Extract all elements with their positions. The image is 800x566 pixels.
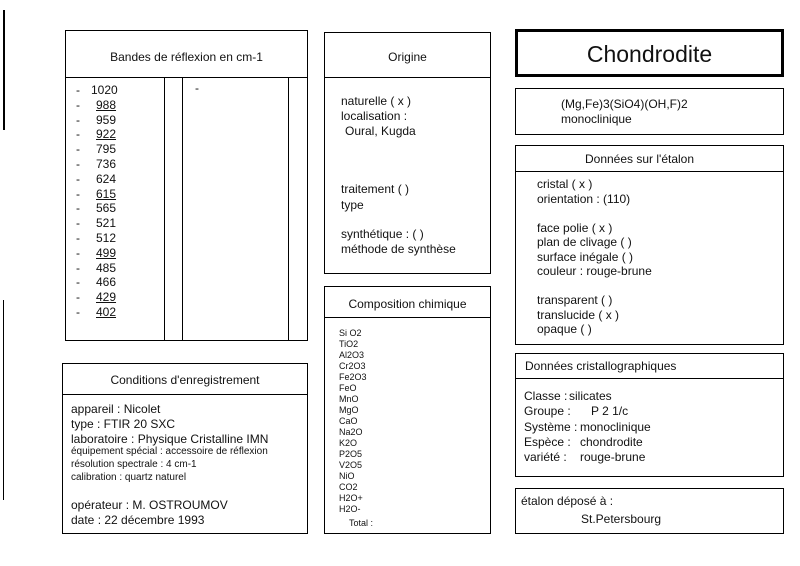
origine-traitement: traitement ( ) — [341, 182, 410, 196]
band-dash: - — [76, 245, 80, 260]
cristallo-label: Groupe : — [524, 404, 571, 419]
conditions-operateur: opérateur : M. OSTROUMOV — [71, 498, 228, 512]
divider — [516, 171, 783, 172]
oxide-item: Cr2O3 — [339, 361, 366, 371]
conditions-laboratoire: laboratoire : Physique Cristalline IMN — [71, 432, 269, 446]
conditions-type: type : FTIR 20 SXC — [71, 417, 176, 431]
formula-box — [515, 88, 784, 135]
band-row — [76, 246, 161, 261]
band-row — [76, 275, 161, 290]
band-value: 736 — [96, 157, 117, 171]
band-dash: - — [76, 127, 80, 142]
oxide-item: Si O2 — [339, 328, 362, 338]
band-value: 988 — [96, 97, 117, 112]
oxide-item: MgO — [339, 405, 359, 415]
etalon-item: surface inégale ( ) — [537, 249, 634, 264]
divider — [325, 317, 490, 318]
oxide-item: Al2O3 — [339, 350, 365, 360]
cristallo-value: P 2 1/c — [591, 404, 629, 419]
band-value: 521 — [96, 216, 117, 231]
conditions-resolution: résolution spectrale : 4 cm-1 — [71, 459, 197, 470]
cristallo-label: Classe : — [524, 389, 568, 403]
cristallo-value: monoclinique — [580, 419, 651, 434]
band-value: 795 — [96, 142, 117, 157]
band-value: 402 — [96, 305, 117, 319]
band-row — [76, 98, 161, 113]
oxide-item: CaO — [339, 416, 358, 426]
cristallo-title: Données cristallographiques — [525, 359, 677, 373]
cristallo-row — [524, 450, 774, 465]
cristallo-value: silicates — [569, 389, 612, 403]
band-row — [76, 201, 161, 216]
band-value: 1020 — [91, 83, 118, 97]
etalon-item: plan de clivage ( ) — [537, 235, 632, 249]
composition-total: Total : — [349, 518, 374, 528]
divider — [325, 77, 490, 78]
band-dash: - — [76, 201, 80, 216]
band-dash: - — [76, 157, 80, 171]
band-dash: - — [76, 305, 80, 319]
column-divider — [182, 77, 183, 340]
cristallo-label: variété : — [524, 450, 567, 465]
origine-type: type — [341, 198, 364, 212]
band-dash: - — [76, 186, 80, 201]
band-row — [76, 157, 161, 172]
band-dash: - — [76, 142, 80, 157]
conditions-title: Conditions d'enregistrement — [110, 373, 260, 387]
mineral-system: monoclinique — [561, 112, 632, 126]
etalon-item: transparent ( ) — [537, 293, 613, 307]
band-row — [76, 290, 161, 305]
divider — [63, 394, 307, 395]
band-dash: - — [76, 231, 80, 245]
band-dash: - — [76, 83, 80, 97]
conditions-equipement: équipement spécial : accessoire de réflexion — [71, 446, 268, 457]
band-value: 499 — [96, 245, 117, 260]
oxide-item: H2O- — [339, 504, 361, 514]
band-row — [76, 172, 161, 187]
band-dash: - — [76, 171, 80, 186]
origine-panel — [324, 32, 491, 274]
conditions-appareil: appareil : Nicolet — [71, 402, 161, 416]
scan-edge-mark — [3, 10, 5, 130]
cristallo-value: chondrodite — [580, 434, 643, 449]
band-value: 512 — [96, 231, 117, 245]
band-dash: - — [76, 216, 80, 231]
band-row — [76, 142, 161, 157]
second-column-mark: - — [195, 81, 199, 95]
oxide-item: FeO — [339, 383, 357, 393]
etalon-item: opaque ( ) — [537, 322, 592, 336]
band-value: 615 — [96, 186, 117, 201]
oxide-item: CO2 — [339, 482, 358, 492]
conditions-panel — [62, 363, 308, 534]
band-value: 565 — [96, 201, 117, 216]
oxide-item: P2O5 — [339, 449, 363, 459]
band-value: 429 — [96, 290, 117, 305]
reflexion-bands-title: Bandes de réflexion en cm-1 — [110, 50, 263, 64]
band-value: 959 — [96, 112, 117, 127]
band-row — [76, 83, 161, 98]
etalon-item: cristal ( x ) — [537, 177, 593, 191]
conditions-date: date : 22 décembre 1993 — [71, 513, 205, 527]
composition-title: Composition chimique — [348, 297, 467, 311]
oxide-item: MnO — [339, 394, 359, 404]
band-dash: - — [76, 275, 80, 290]
etalon-title: Données sur l'étalon — [584, 152, 695, 166]
oxide-item: Na2O — [339, 427, 363, 437]
origine-methode: méthode de synthèse — [341, 242, 456, 256]
divider — [66, 77, 307, 78]
oxide-item: TiO2 — [339, 339, 359, 349]
divider — [516, 378, 783, 379]
column-divider — [288, 77, 289, 340]
band-dash: - — [76, 97, 80, 112]
column-divider — [164, 77, 165, 340]
composition-panel — [324, 286, 491, 534]
band-row — [76, 113, 161, 128]
conditions-calibration: calibration : quartz naturel — [71, 472, 187, 483]
depot-box — [515, 488, 784, 534]
band-dash: - — [76, 260, 80, 275]
band-row — [76, 305, 161, 320]
mineral-name: Chondrodite — [586, 41, 713, 67]
band-dash: - — [76, 290, 80, 305]
origine-localisation-label: localisation : — [341, 109, 408, 123]
depot-label: étalon déposé à : — [521, 494, 614, 508]
scan-edge-mark — [3, 300, 4, 500]
etalon-panel — [515, 145, 784, 345]
etalon-item: couleur : rouge-brune — [537, 264, 652, 278]
origine-title: Origine — [388, 50, 427, 64]
mineral-name-box — [515, 29, 784, 77]
mineral-formula: (Mg,Fe)3(SiO4)(OH,F)2 — [561, 97, 688, 111]
band-value: 466 — [96, 275, 117, 290]
cristallo-row — [524, 404, 774, 419]
band-row — [76, 231, 161, 246]
band-row — [76, 261, 161, 276]
cristallo-value: rouge-brune — [580, 450, 646, 465]
cristallo-label: Espèce : — [524, 434, 571, 449]
band-value: 922 — [96, 127, 117, 142]
etalon-item: orientation : (110) — [537, 191, 631, 206]
cristallo-row — [524, 420, 774, 435]
origine-localisation-value: Oural, Kugda — [345, 124, 416, 138]
cristallo-panel — [515, 353, 784, 477]
origine-synthetique: synthétique : ( ) — [341, 227, 424, 241]
oxide-item: NiO — [339, 471, 355, 481]
cristallo-row — [524, 389, 774, 404]
reflexion-bands-panel — [65, 30, 308, 341]
origine-naturelle: naturelle ( x ) — [341, 94, 412, 108]
oxide-item: Fe2O3 — [339, 372, 367, 382]
band-value: 624 — [96, 171, 117, 186]
band-row — [76, 187, 161, 202]
band-row — [76, 127, 161, 142]
etalon-item: translucide ( x ) — [537, 307, 620, 322]
depot-place: St.Petersbourg — [581, 512, 662, 526]
band-row — [76, 216, 161, 231]
cristallo-row — [524, 435, 774, 450]
band-dash: - — [76, 112, 80, 127]
band-value: 485 — [96, 260, 117, 275]
etalon-item: face polie ( x ) — [537, 220, 613, 235]
oxide-item: K2O — [339, 438, 358, 448]
oxide-item: H2O+ — [339, 493, 363, 503]
oxide-item: V2O5 — [339, 460, 363, 470]
cristallo-label: Système : — [524, 419, 578, 434]
